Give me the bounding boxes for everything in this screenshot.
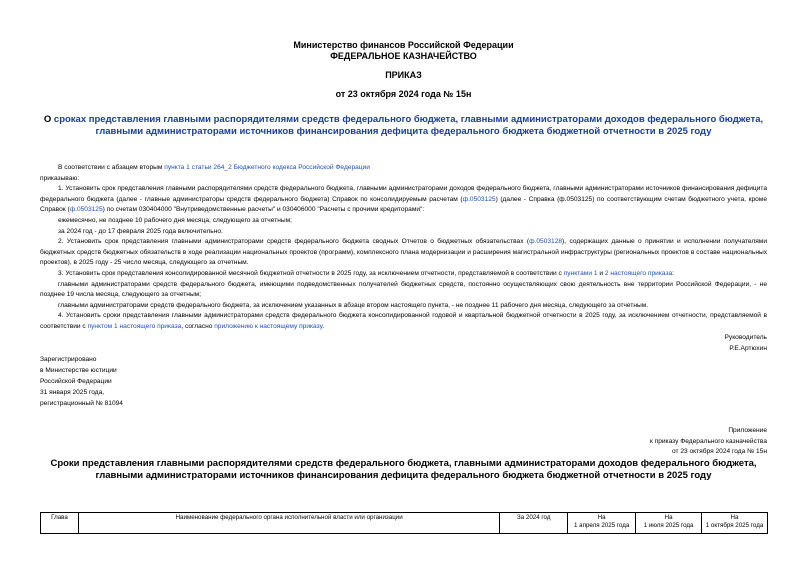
document-title	[40, 114, 767, 138]
registration-line-1: Зарегистрировано	[40, 356, 97, 363]
intro-paragraph	[40, 163, 767, 174]
header-top: Глава	[51, 514, 68, 521]
item-1-order-link[interactable]: пунктом 1 настоящего приказа	[87, 322, 182, 330]
header-cell-organization	[78, 513, 499, 534]
paragraph-1-sub-2: за 2024 год - до 17 февраля 2025 года включительно.	[58, 227, 223, 235]
header-top: За 2024 год	[517, 514, 551, 521]
form-0503128-link[interactable]: ф.0503128	[529, 238, 563, 246]
p1-text-b: ) (далее - Справка (ф.0503125) по соответствующим счетам бюджетного учета, кроме Справок (	[40, 195, 767, 214]
form-0503125-link[interactable]: ф.0503125	[462, 195, 496, 203]
header-cell-april	[568, 513, 636, 534]
budget-code-link[interactable]: пункта 1 статьи 264_2 Бюджетного кодекса Российской Федерации	[164, 164, 370, 171]
p3-text-b: и	[597, 269, 605, 277]
deadlines-table	[40, 512, 768, 534]
paragraph-1-sub-1: ежемесячно, не позднее 10 рабочего дня месяца, следующего за отчетным;	[58, 216, 292, 224]
header-cell-october	[702, 513, 768, 534]
header-bottom: 1 июля 2025 года	[643, 522, 694, 529]
intro-text: В соответствии с абзацем вторым	[58, 164, 165, 171]
appendix-link[interactable]: приложению к настоящему приказу	[214, 322, 323, 330]
header-bottom: 1 октября 2025 года	[705, 522, 764, 529]
header-cell-2024	[500, 513, 568, 534]
paragraph-3	[40, 269, 767, 280]
signature-block	[567, 333, 767, 354]
p4-text-a: 4. Установить сроки представления главными администраторами средств федерального бюджета консолидированной годовой и квартальной бюджетной отчетности в 2025 году, за исключением отчетности, представляемой в соответствии с	[40, 312, 767, 330]
title-prefix: О	[43, 114, 54, 125]
p3-text-c: :	[672, 269, 675, 277]
header-top: На	[664, 514, 673, 521]
paragraph-2	[40, 237, 767, 269]
order-word: приказываю:	[40, 174, 80, 182]
registration-line-4: 31 января 2025 года,	[40, 389, 105, 396]
header-bottom: 1 апреля 2025 года	[574, 522, 630, 529]
appendix-title: Сроки представления главными распорядителями средств федерального бюджета, главными администраторами доходов федерального бюджета, главными администраторами источников финансирования дефицита федерального бюджета бюджетной отчетности в 2025 году	[50, 458, 757, 481]
registration-block	[40, 354, 240, 409]
paragraph-4	[40, 311, 767, 332]
registration-line-3: Российской Федерации	[40, 378, 112, 385]
p1-text-c: ) по счетам 030404000 "Внутриведомственные расчеты" и 030406000 "Расчеты с прочими кредиторами":	[102, 206, 425, 214]
registration-line-5: регистрационный № 81094	[40, 400, 123, 407]
form-0503125-link-2[interactable]: ф.0503125	[69, 206, 103, 214]
paragraph-3-sub-1: главными администраторами средств федерального бюджета, имеющими подведомственных получателей бюджетных средств, постоянно осуществляющих свою деятельность вне территории Российской Федерации, - не позднее 19 числа месяца, следующего за отчетным;	[40, 280, 767, 299]
p2-text-a: 2. Установить срок представления главными администраторами средств федерального бюджета сводных Отчетов о бюджетных обязательствах (	[58, 238, 530, 246]
header-top: Наименование федерального органа исполнительной власти или организации	[175, 514, 403, 521]
ministry-name: Министерство финансов Российской Федерации	[293, 40, 514, 50]
paragraph-3-sub-2: главными администраторами средств федерального бюджета, за исключением указанных в абзаце втором настоящего пункта, - не позднее 11 рабочего дня месяца, следующего за отчетным.	[58, 301, 649, 309]
p1-text-a: 1. Установить срок представления главными распорядителями средств федерального бюджета, главными администраторами доходов федерального бюджета, главными администраторами источников финансирования дефицита федерального бюджета (далее - главные администраторы средств федерального бюджета) Справок по консолидируемым расчетам (	[40, 185, 767, 203]
items-1-link[interactable]: пунктами 1	[563, 269, 598, 277]
header-top: На	[597, 514, 606, 521]
paragraph-1	[40, 184, 767, 216]
title-link[interactable]: сроках представления главными распорядителями средств федерального бюджета, главными администраторами доходов федерального бюджета, главными администраторами источников финансирования дефицита федерального бюджета бюджетной отчетности в 2025 году	[53, 114, 764, 137]
signature-name: Р.Е.Артюхин	[729, 344, 767, 352]
item-2-link[interactable]: 2 настоящего приказа	[604, 269, 673, 277]
table-header-row	[41, 513, 768, 534]
appendix-line-2: к приказу Федерального казначейства	[649, 437, 767, 445]
p2-text-b: ), содержащих данные о принятии и исполнении получателями бюджетных средств бюджетных обязательств в ходе реализации национальных проектов (программ), комплексного плана модернизации и расширения магистральной инфраструктуры (региональных проектов в составе национальных проектов), в 2025 году - 25 число месяца, следующего за отчетным.	[40, 238, 767, 267]
document-type: ПРИКАЗ	[385, 70, 422, 80]
registration-line-2: в Министерстве юстиции	[40, 367, 117, 374]
p4-text-b: , согласно	[181, 322, 215, 330]
appendix-line-1: Приложение	[728, 427, 767, 434]
appendix-line-3: от 23 октября 2024 года № 15н	[671, 448, 767, 456]
agency-name: ФЕДЕРАЛЬНОЕ КАЗНАЧЕЙСТВО	[330, 51, 477, 61]
header-top: На	[730, 514, 739, 521]
p4-text-c: .	[322, 322, 325, 330]
appendix-header	[507, 426, 767, 458]
document-date-number: от 23 октября 2024 года № 15н	[335, 89, 472, 99]
document-body	[40, 163, 767, 333]
p3-text-a: 3. Установить срок представления консолидированной месячной бюджетной отчетности в 2025 году, за исключением отчетности, представляемой в соответствии с	[58, 269, 564, 277]
header-cell-july	[636, 513, 702, 534]
signature-role: Руководитель	[724, 334, 767, 341]
header-cell-chapter	[41, 513, 79, 534]
